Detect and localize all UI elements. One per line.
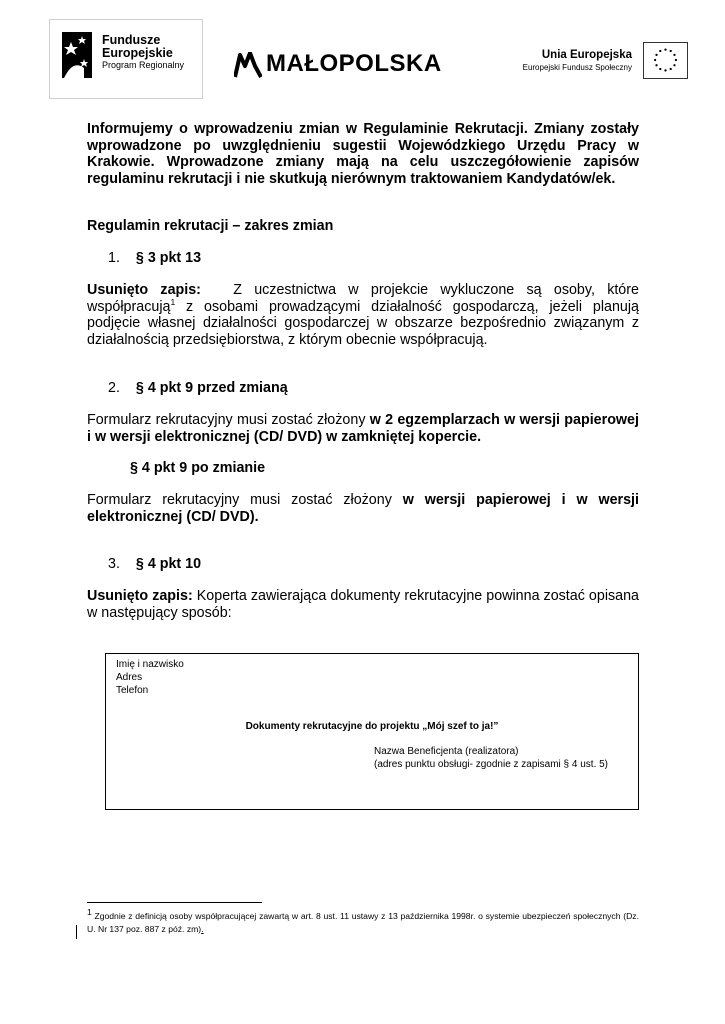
envelope-beneficiary-block (374, 745, 608, 771)
item2-before-paragraph (87, 412, 639, 445)
item3-title: § 4 pkt 10 (135, 556, 202, 572)
item3-heading (108, 556, 201, 572)
fe-star-flag-icon (62, 32, 92, 78)
item2-heading (108, 380, 288, 396)
item2-after-text: Formularz rekrutacyjny musi zostać złożony (87, 492, 403, 508)
item2-after-bold: w wersji papierowej i w wersji elektronicznej (CD/ DVD). (87, 492, 639, 525)
item2-before-bold: w 2 egzemplarzach w wersji papierowej i w wersji elektronicznej (CD/ DVD) w zamkniętej kopercie. (87, 412, 639, 445)
envelope-phone-line: Telefon (116, 685, 149, 696)
fe-logo-text (102, 34, 184, 71)
item2-after-title: § 4 pkt 9 po zmianie (130, 460, 266, 476)
unia-europejska-label (502, 48, 632, 74)
eu-flag-icon (643, 42, 688, 79)
envelope-sender-block (116, 658, 184, 697)
item1-heading (108, 250, 201, 266)
envelope-address-line: Adres (116, 672, 143, 683)
item2-title: § 4 pkt 9 przed zmianą (135, 380, 288, 396)
item3-label: Usunięto zapis: (87, 588, 193, 604)
footnote-ref: 1 (170, 296, 176, 307)
malopolska-wordmark: MAŁOPOLSKA (266, 50, 442, 77)
malopolska-logo (234, 48, 474, 84)
ue-title: Unia Europejska (541, 49, 632, 61)
item1-text-b: z osobami prowadzącymi działalność gospodarczą, jeżeli planują podjęcie własnej działalności gospodarczej w obszarze bezpośrednio związanym z działalnością przedsiębiorstwa, z którym obecnie współpracują. (87, 298, 639, 348)
item2-after-paragraph (87, 492, 639, 525)
fe-logo-line3: Program Regionalny (102, 60, 185, 70)
fe-logo-line1: Fundusze (102, 33, 161, 47)
item3-number: 3. (108, 556, 120, 572)
item3-text: Koperta zawierająca dokumenty rekrutacyjne powinna zostać opisana w następujący sposób: (87, 588, 639, 621)
item1-text-a: Z uczestnictwa w projekcie wykluczone są osoby, które współpracują (87, 282, 639, 315)
change-bar (76, 925, 77, 939)
intro-paragraph: Informujemy o wprowadzeniu zmian w Regulaminie Rekrutacji. Zmiany zostały wprowadzone po uwzględnieniu sugestii Wojewódzkiego Urzędu Pracy w Krakowie. Wprowadzone zmiany mają na celu uszczegółowienie zapisów regulaminu rekrutacji i nie skutkują nierównym traktowaniem Kandydatów/ek. (87, 121, 639, 187)
footnote-text: Zgodnie z definicją osoby współpracującej zawartą w art. 8 ust. 11 ustawy z 13 października 1998r. o systemie ubezpieczeń społecznych (Dz. U. Nr 137 poz. 887 z póź. zm) (87, 911, 639, 934)
envelope-name-line: Imię i nazwisko (116, 659, 184, 670)
envelope-title: Dokumenty rekrutacyjne do projektu „Mój szef to ja!” (245, 721, 499, 732)
envelope-beneficiary-address: (adres punktu obsługi- zgodnie z zapisami § 4 ust. 5) (374, 759, 609, 770)
item1-paragraph (87, 282, 639, 348)
footnote-number: 1 (87, 907, 92, 918)
section-title: Regulamin rekrutacji – zakres zmian (87, 218, 334, 234)
footnote-end: . (201, 924, 204, 934)
malopolska-mark-icon (234, 52, 262, 78)
item2-before-text: Formularz rekrutacyjny musi zostać złożony (87, 412, 370, 428)
item1-label: Usunięto zapis: (87, 282, 201, 298)
envelope-example-box (105, 653, 639, 810)
fundusze-europejskie-logo (49, 19, 203, 99)
item1-title: § 3 pkt 13 (135, 250, 202, 266)
item1-number: 1. (108, 250, 120, 266)
footnote-separator (87, 902, 262, 903)
fe-logo-line2: Europejskie (102, 46, 173, 60)
item2-number: 2. (108, 380, 120, 396)
item3-paragraph (87, 588, 639, 621)
envelope-beneficiary-name: Nazwa Beneficjenta (realizatora) (374, 746, 519, 757)
ue-subtitle: Europejski Fundusz Społeczny (522, 63, 632, 72)
footnote (87, 907, 639, 936)
